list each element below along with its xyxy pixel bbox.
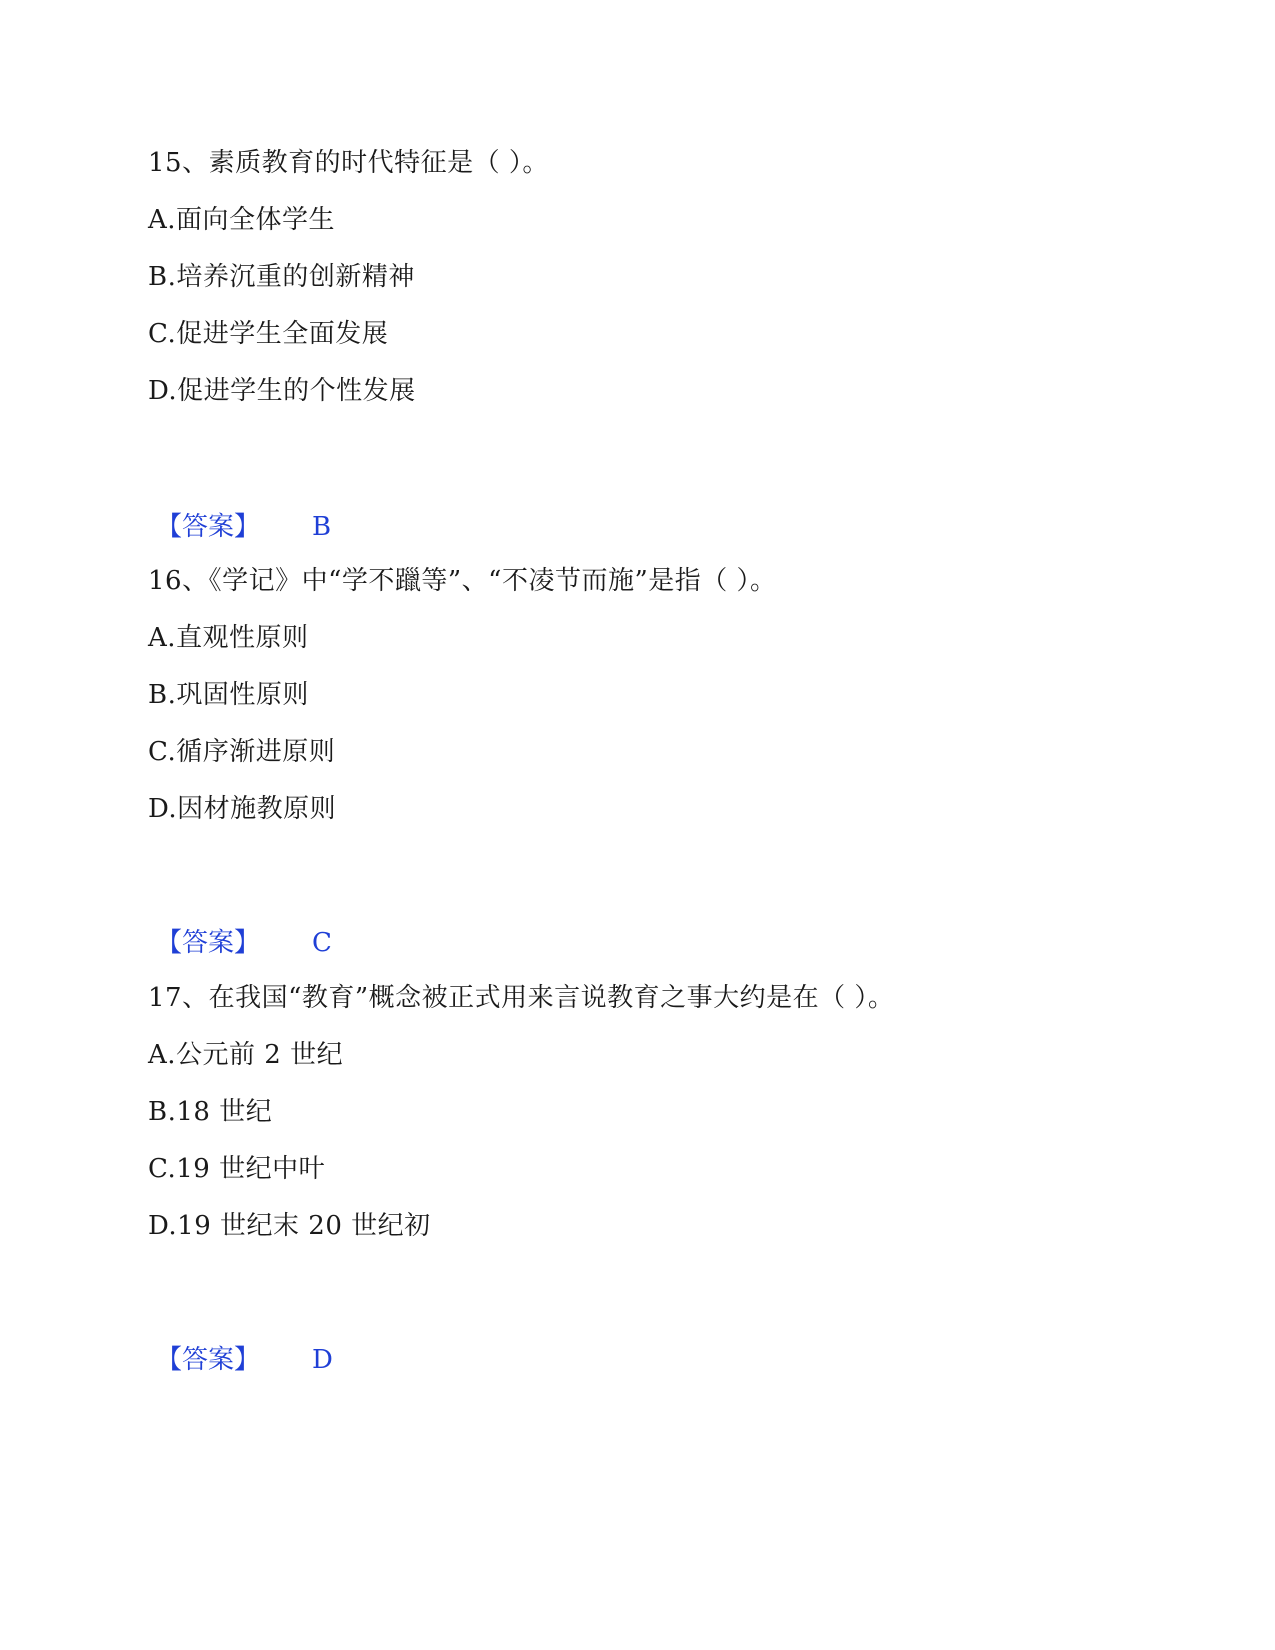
answer-label: 【答案】 (156, 512, 261, 542)
option-c: C.循序渐进原则 (148, 737, 336, 767)
answer-label: 【答案】 (156, 1345, 261, 1375)
option-a: A.公元前 2 世纪 (148, 1040, 344, 1070)
option-b: B.培养沉重的创新精神 (148, 262, 415, 292)
answer-label: 【答案】 (156, 928, 261, 958)
option-b: B.18 世纪 (148, 1097, 273, 1127)
question-stem: 17、在我国“教育”概念被正式用来言说教育之事大约是在（ ）。 (148, 983, 895, 1013)
option-d: D.因材施教原则 (148, 794, 337, 824)
answer-value: B (312, 512, 332, 542)
answer-value: D (312, 1345, 333, 1375)
option-c: C.19 世纪中叶 (148, 1154, 326, 1184)
option-d: D.19 世纪末 20 世纪初 (148, 1211, 431, 1241)
answer-16 (156, 926, 332, 960)
question-stem: 15、素质教育的时代特征是（ ）。 (148, 148, 549, 178)
option-d: D.促进学生的个性发展 (148, 376, 416, 406)
question-stem: 16、《学记》中“学不躐等”、“不凌节而施”是指（ ）。 (148, 566, 777, 596)
question-16 (148, 564, 1148, 826)
option-b: B.巩固性原则 (148, 680, 309, 710)
option-a: A.面向全体学生 (148, 205, 336, 235)
answer-17 (156, 1343, 333, 1377)
question-15 (148, 146, 1148, 408)
option-a: A.直观性原则 (148, 623, 309, 653)
option-c: C.促进学生全面发展 (148, 319, 389, 349)
question-17 (148, 981, 1148, 1243)
answer-15 (156, 510, 331, 544)
answer-value: C (312, 928, 332, 958)
